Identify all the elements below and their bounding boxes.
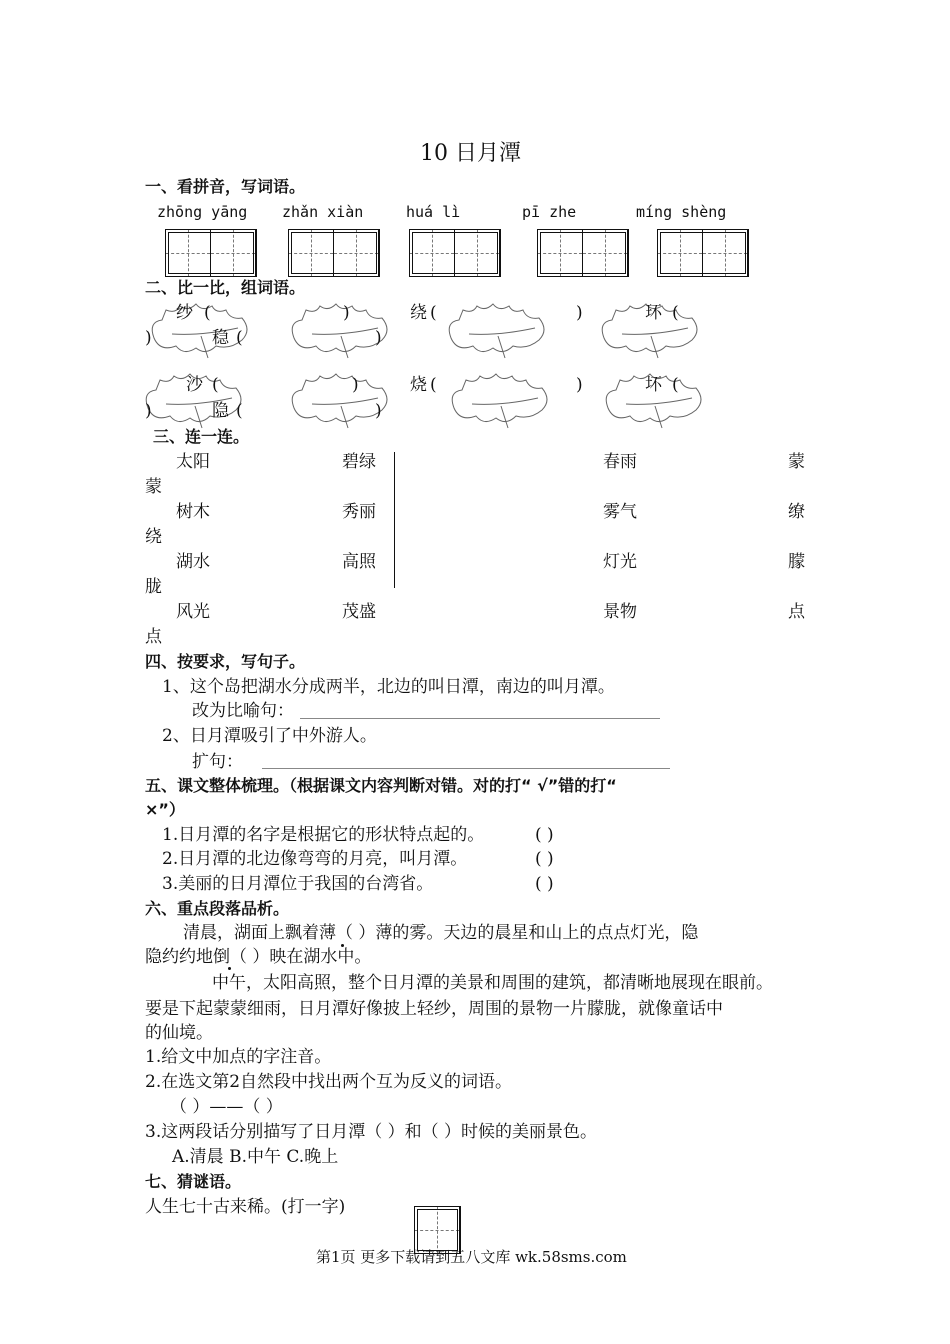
antonym-blanks[interactable]: （ ）——（ ） — [170, 1097, 283, 1117]
match-right-word[interactable]: 灯光 — [603, 552, 637, 572]
compare-char: 稳 — [212, 328, 229, 348]
pinyin-3: huá lì — [406, 203, 461, 221]
paren-close: ) — [576, 303, 583, 323]
paren-open: ( — [430, 303, 437, 323]
passage-line: 中午，太阳高照，整个日月潭的美景和周围的建筑，都清晰地展现在眼前。 — [212, 973, 773, 993]
paren-close: ) — [375, 328, 382, 348]
section-4-heading: 四、按要求，写句子。 — [145, 652, 306, 671]
section-5-heading-cont: ×”） — [145, 800, 185, 819]
q1-requirement: 改为比喻句： — [192, 701, 294, 721]
paren-close: ) — [343, 303, 350, 323]
section-2-heading: 二、比一比，组词语。 — [145, 278, 306, 297]
paren-close: ) — [375, 401, 382, 421]
leaf-icon — [443, 300, 553, 360]
paren-open: ( — [236, 401, 243, 421]
compare-char: 环 — [645, 303, 662, 323]
match-right-word[interactable]: 朦 — [788, 552, 805, 572]
judge-answer-box[interactable]: ( ) — [535, 849, 554, 869]
judge-item: 1.日月潭的名字是根据它的形状特点起的。 — [162, 825, 485, 845]
compare-char: 隐 — [212, 401, 229, 421]
match-left-word[interactable]: 茂盛 — [342, 602, 376, 622]
answer-line[interactable] — [300, 718, 660, 719]
pinyin-2: zhǎn xiàn — [282, 203, 364, 221]
judge-item: 2.日月潭的北边像弯弯的月亮，叫月潭。 — [162, 849, 468, 869]
passage-question: 1.给文中加点的字注音。 — [145, 1047, 332, 1067]
passage-question: 3.这两段话分别描写了日月潭（ ）和（ ）时候的美丽景色。 — [145, 1122, 598, 1142]
match-left-word[interactable]: 秀丽 — [342, 502, 376, 522]
paren-close: ) — [352, 375, 359, 395]
section-7-heading: 七、猜谜语。 — [145, 1172, 242, 1191]
match-left-word[interactable]: 湖水 — [176, 552, 210, 572]
compare-char: 坏 — [645, 375, 662, 395]
passage-line: 隐约约地倒（ ）映在湖水中。 — [145, 947, 372, 967]
judge-answer-box[interactable]: ( ) — [535, 825, 554, 845]
writing-grid-4[interactable] — [537, 229, 629, 277]
writing-grid-2[interactable] — [288, 229, 380, 277]
passage-line: 要是下起蒙蒙细雨，日月潭好像披上轻纱，周围的景物一片朦胧，就像童话中 — [145, 999, 723, 1019]
paren-open: ( — [672, 303, 679, 323]
compare-char: 纱 — [176, 303, 193, 323]
match-right-word[interactable]: 雾气 — [603, 502, 637, 522]
match-right-word[interactable]: 春雨 — [603, 452, 637, 472]
match-wrap-char: 胧 — [145, 577, 162, 597]
leaf-icon — [446, 370, 556, 430]
match-wrap-char: 点 — [145, 627, 162, 647]
paren-open: ( — [204, 303, 211, 323]
paren-open: ( — [672, 375, 679, 395]
paren-close: ) — [145, 401, 152, 421]
writing-grid-1[interactable] — [165, 229, 257, 277]
paren-open: ( — [236, 328, 243, 348]
paren-close: ) — [576, 375, 583, 395]
judge-item: 3.美丽的日月潭位于我国的台湾省。 — [162, 874, 434, 894]
paren-close: ) — [145, 328, 152, 348]
passage-line: 的仙境。 — [145, 1023, 213, 1043]
section-6-heading: 六、重点段落品析。 — [145, 899, 290, 918]
compare-char: 烧 — [410, 375, 427, 395]
section-5-heading: 五、课文整体梳理。（根据课文内容判断对错。对的打“ √”错的打“ — [145, 776, 617, 795]
column-divider — [394, 452, 395, 588]
page-footer: 第1页 更多下载请到五八文库 wk.58sms.com — [316, 1248, 627, 1266]
match-left-word[interactable]: 高照 — [342, 552, 376, 572]
section-3-heading: 三、连一连。 — [153, 427, 250, 446]
judge-answer-box[interactable]: ( ) — [535, 874, 554, 894]
paren-open: ( — [430, 375, 437, 395]
answer-line[interactable] — [262, 768, 670, 769]
match-left-word[interactable]: 太阳 — [176, 452, 210, 472]
compare-char: 绕 — [410, 303, 427, 323]
riddle-text: 人生七十古来稀。(打一字) — [145, 1197, 346, 1217]
match-left-word[interactable]: 碧绿 — [342, 452, 376, 472]
pinyin-5: míng shèng — [636, 203, 727, 221]
compare-char: 沙 — [186, 375, 203, 395]
sentence-q2: 2、日月潭吸引了中外游人。 — [162, 726, 377, 746]
match-right-word[interactable]: 景物 — [603, 602, 637, 622]
pinyin-1: zhōng yāng — [157, 203, 248, 221]
page-title: 10 日月潭 — [420, 141, 521, 166]
match-left-word[interactable]: 风光 — [176, 602, 210, 622]
pinyin-4: pī zhe — [522, 203, 577, 221]
passage-line: 清晨，湖面上飘着薄（ ）薄的雾。天边的晨星和山上的点点灯光，隐 — [183, 923, 699, 943]
match-right-word[interactable]: 缭 — [788, 502, 805, 522]
match-right-word[interactable]: 点 — [788, 602, 805, 622]
match-wrap-char: 蒙 — [145, 477, 162, 497]
passage-question: 2.在选文第2自然段中找出两个互为反义的词语。 — [145, 1072, 513, 1092]
writing-grid-3[interactable] — [409, 229, 501, 277]
writing-grid-5[interactable] — [657, 229, 749, 277]
match-left-word[interactable]: 树木 — [176, 502, 210, 522]
sentence-q1: 1、这个岛把湖水分成两半，北边的叫日潭，南边的叫月潭。 — [162, 677, 615, 697]
section-1-heading: 一、看拼音，写词语。 — [145, 177, 306, 196]
paren-open: ( — [212, 375, 219, 395]
answer-options: A.清晨 B.中午 C.晚上 — [172, 1147, 339, 1167]
match-wrap-char: 绕 — [145, 527, 162, 547]
q2-requirement: 扩句： — [192, 752, 243, 772]
match-right-word[interactable]: 蒙 — [788, 452, 805, 472]
emphasis-dot — [228, 967, 231, 970]
